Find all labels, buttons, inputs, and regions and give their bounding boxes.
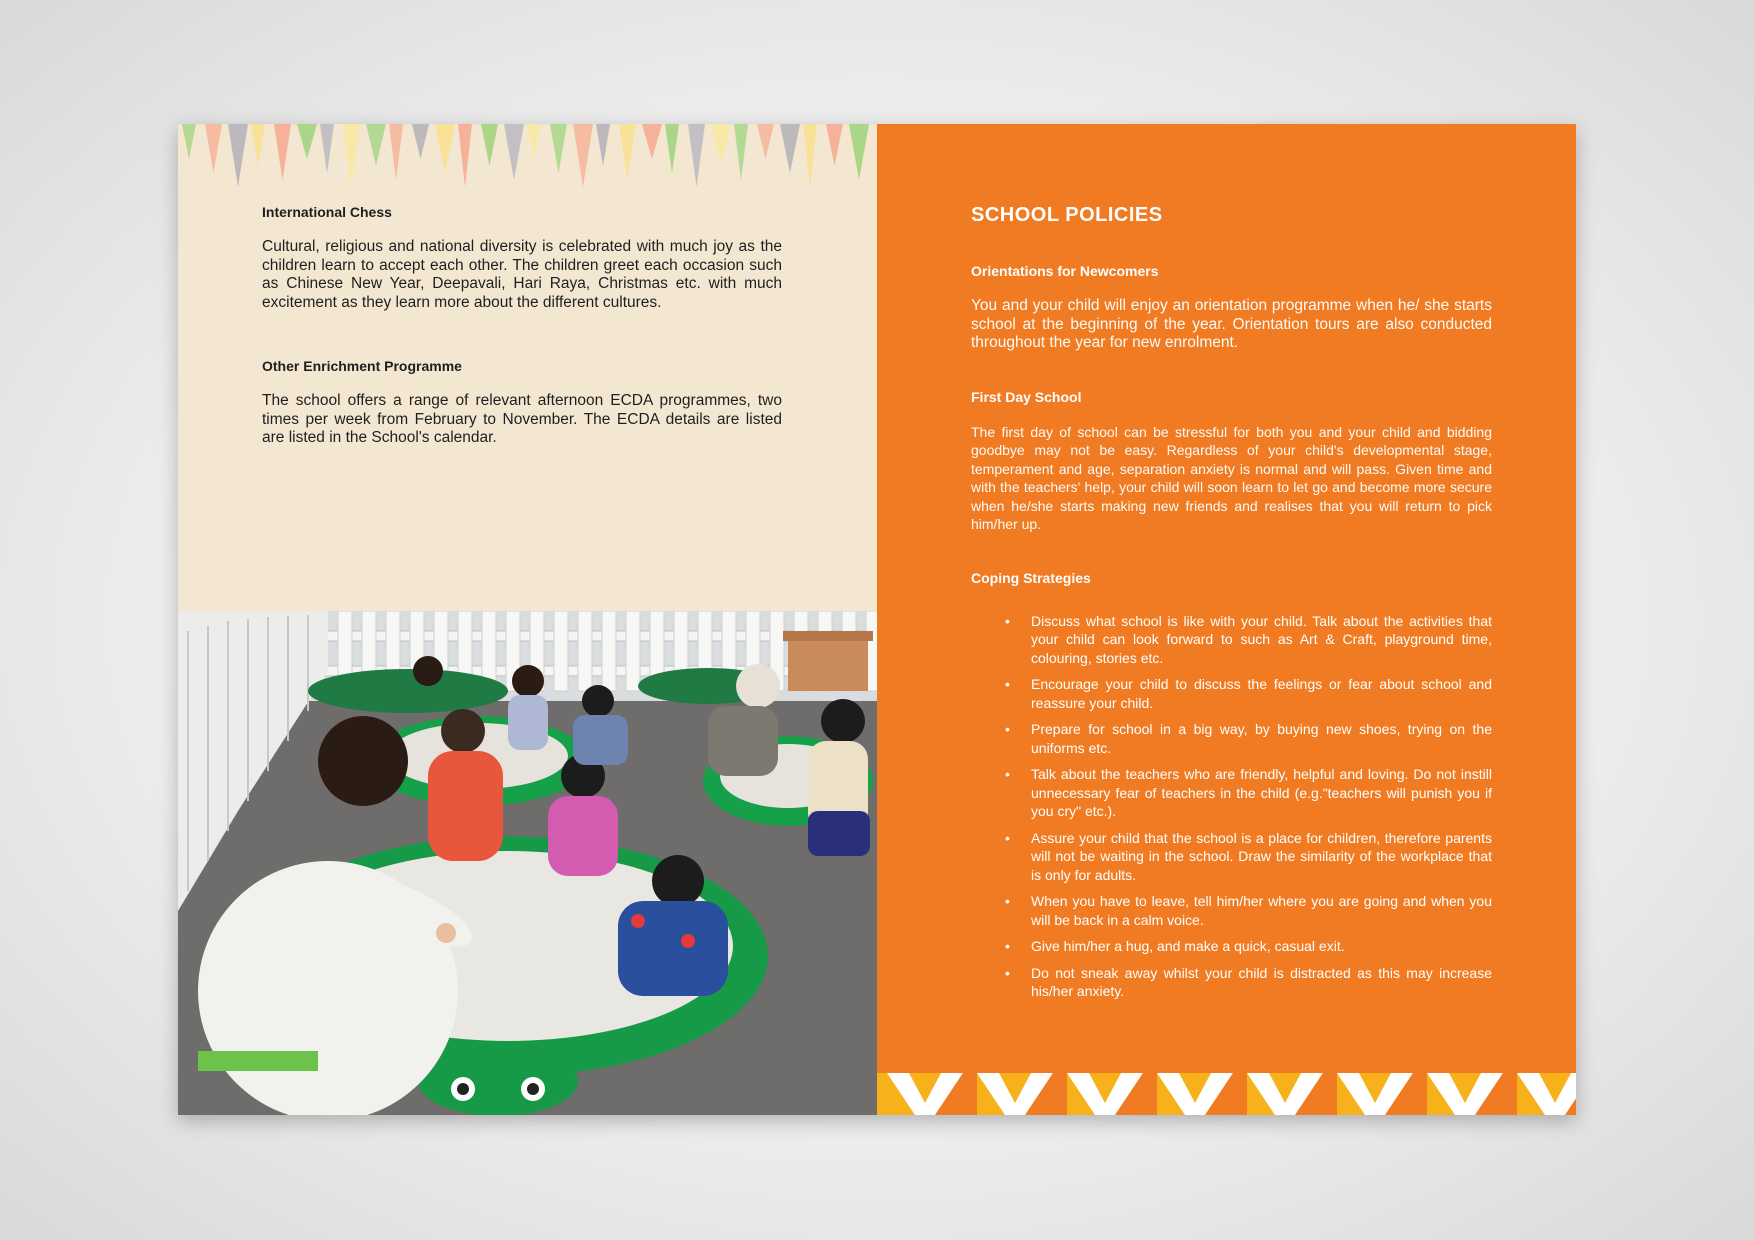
left-page bbox=[178, 124, 877, 1115]
brochure-spread bbox=[178, 124, 1576, 1115]
list-item: • Encourage your child to discuss the feelings or fear about school and reassure your child. bbox=[1005, 675, 1492, 712]
orientation-body: You and your child will enjoy an orientation programme when he/ she starts school at the beginning of the year. Orientation tours are also conducted throughout the year for new enrolment. bbox=[971, 297, 1492, 351]
coping-list bbox=[971, 612, 1492, 1001]
children-sandbox-photo bbox=[178, 611, 877, 1115]
zigzag-border-decoration bbox=[877, 1073, 1576, 1115]
list-item: • Assure your child that the school is a place for children, therefore parents will not be waiting in the school. Draw the similarity of the workplace that is only for adults. bbox=[1005, 829, 1492, 885]
list-item: • When you have to leave, tell him/her where you are going and when you will be back in a calm voice. bbox=[1005, 892, 1492, 929]
first-day-heading: First Day School bbox=[971, 388, 1082, 405]
bunting-decoration bbox=[178, 124, 877, 204]
left-text-block bbox=[262, 204, 782, 494]
coping-heading: Coping Strategies bbox=[971, 569, 1091, 586]
page-title: SCHOOL POLICIES bbox=[971, 204, 1163, 226]
section-body-enrichment: The school offers a range of relevant afternoon ECDA programmes, two times per week from February to November. The ECDA details are listed are listed in the School's calendar. bbox=[262, 392, 782, 446]
right-page bbox=[877, 124, 1576, 1115]
list-item: • Talk about the teachers who are friendly, helpful and loving. Do not instill unnecessary fear of teachers in the child (e.g."teachers will punish you if you cry" etc.). bbox=[1005, 765, 1492, 821]
section-heading-chess: International Chess bbox=[262, 204, 392, 220]
section-heading-enrichment: Other Enrichment Programme bbox=[262, 358, 462, 374]
section-body-chess: Cultural, religious and national diversity is celebrated with much joy as the children learn to accept each other. The children greet each occasion such as Chinese New Year, Deepavali, Hari Raya, Christmas etc. with much excitement as they learn more about the different cultures. bbox=[262, 238, 782, 311]
list-item: • Give him/her a hug, and make a quick, casual exit. bbox=[1005, 937, 1492, 956]
first-day-body: The first day of school can be stressful for both you and your child and bidding goodbye may not be easy. Regardless of your child's developmental stage, temperament and age, separation anxiety is normal and will pass. Given time and with the teachers' help, your child will soon learn to let go and become more secure when he/she starts making new friends and realises that you will return to pick him/her up. bbox=[971, 423, 1492, 532]
list-item: • Do not sneak away whilst your child is distracted as this may increase his/her anxiety. bbox=[1005, 964, 1492, 1001]
list-item: • Discuss what school is like with your child. Talk about the activities that your child can look forward to such as Art & Craft, playground time, colouring, stories etc. bbox=[1005, 612, 1492, 668]
right-text-block bbox=[971, 204, 1492, 1009]
orientation-heading: Orientations for Newcomers bbox=[971, 263, 1159, 279]
list-item: • Prepare for school in a big way, by buying new shoes, trying on the uniforms etc. bbox=[1005, 720, 1492, 757]
